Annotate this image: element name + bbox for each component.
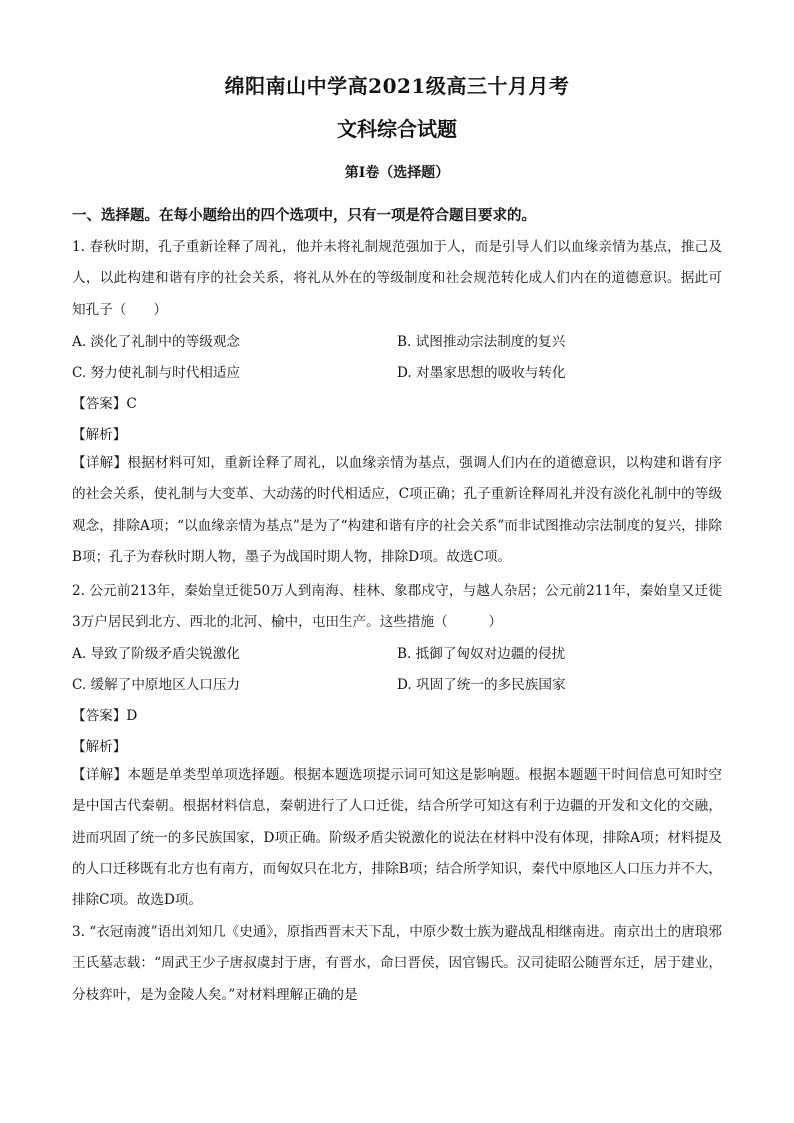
section-heading: 一、选择题。在每小题给出的四个选项中，只有一项是符合题目要求的。 [72, 207, 536, 224]
question-2-stem: 2. 公元前213年，秦始皇迁徙50万人到南海、桂林、象郡戍守，与越人杂居；公元前211年，秦始皇又迁徙3万户居民到北方、西北的北河、榆中，屯田生产。这些措施（ ） [72, 583, 722, 631]
volume-heading: 第Ⅰ卷（选择题） [344, 165, 450, 181]
question-1-analysis-label: 【解析】 [72, 427, 127, 443]
question-1-answer: 【答案】C [72, 396, 137, 412]
question-1-option-a: A. 淡化了礼制中的等级观念 [72, 334, 240, 350]
question-2-option-c: C. 缓解了中原地区人口压力 [72, 677, 241, 693]
question-1-detail: 【详解】根据材料可知，重新诠释了周礼，以血缘亲情为基点，强调人们内在的道德意识，以构建和谐有序的社会关系，使礼制与大变革、大动荡的时代相适应，C项正确；孔子重新诠释周礼并没有淡化礼制中的等级观念，排除A项；“以血缘亲情为基点”是为了“构建和谐有序的社会关系”而非试图推动宗法制度的复兴，排除B项；孔子为春秋时期人物，墨子为战国时期人物，排除D项。故选C项。 [72, 455, 722, 565]
question-2-answer: 【答案】D [72, 708, 138, 724]
exam-subtitle: 文科综合试题 [337, 117, 457, 141]
question-1-option-b: B. 试图推动宗法制度的复兴 [397, 334, 566, 350]
question-1-option-c: C. 努力使礼制与时代相适应 [72, 365, 241, 381]
question-2-option-d: D. 巩固了统一的多民族国家 [397, 677, 566, 693]
question-2-analysis-label: 【解析】 [72, 739, 127, 755]
question-1-stem: 1. 春秋时期，孔子重新诠释了周礼，他并未将礼制规范强加于人，而是引导人们以血缘亲情为基点，推己及人，以此构建和谐有序的社会关系，将礼从外在的等级制度和社会规范转化成人们内在的道德意识。据此可知孔子（ ） [72, 239, 722, 318]
question-1-option-d: D. 对墨家思想的吸收与转化 [397, 365, 566, 381]
question-2-option-b: B. 抵御了匈奴对边疆的侵扰 [397, 646, 566, 662]
exam-title: 绵阳南山中学高2021级高三十月月考 [224, 74, 570, 98]
question-2-detail: 【详解】本题是单类型单项选择题。根据本题选项提示词可知这是影响题。根据本题题干时间信息可知时空是中国古代秦朝。根据材料信息，秦朝进行了人口迁徙，结合所学可知这有利于边疆的开发和文化的交融，进而巩固了统一的多民族国家，D项正确。阶级矛盾尖锐激化的说法在材料中没有体现，排除A项；材料提及的人口迁移既有北方也有南方，而匈奴只在北方，排除B项；结合所学知识，秦代中原地区人口压力并不大，排除C项。故选D项。 [72, 767, 722, 909]
question-3-stem: 3. “衣冠南渡”语出刘知几《史通》，原指西晋末天下乱，中原少数士族为避战乱相继南进。南京出土的唐琅邪王氏墓志载：“周武王少子唐叔虞封于唐，有晋水，命曰晋侯，因官锡氏。汉司徒昭公随晋东迁，居于建业，分枝弈叶，是为金陵人矣。”对材料理解正确的是 [72, 924, 722, 1003]
question-2-option-a: A. 导致了阶级矛盾尖锐激化 [72, 646, 240, 662]
